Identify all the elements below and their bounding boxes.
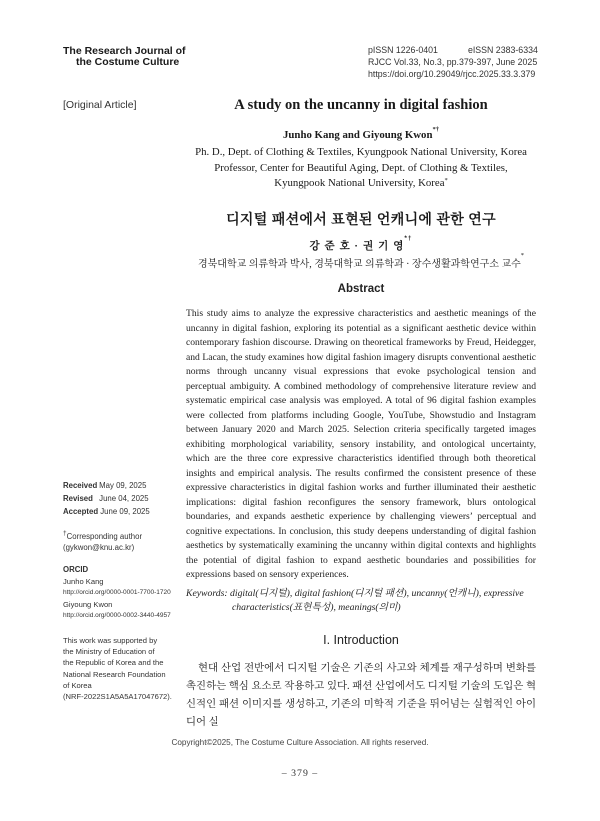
korean-affiliation xyxy=(186,252,536,270)
korean-authors-text: 강 준 호 · 권 기 영 xyxy=(309,240,405,252)
orcid2-url[interactable]: http://orcid.org/0000-0002-3440-4957 xyxy=(63,612,171,620)
abstract-heading: Abstract xyxy=(337,283,385,295)
keywords-label: Keywords: xyxy=(186,588,228,599)
doi-link[interactable]: https://doi.org/10.29049/rjcc.2025.33.3.379 xyxy=(368,69,536,80)
accepted-label: Accepted xyxy=(63,507,99,517)
affiliation-line1: Ph. D., Dept. of Clothing & Textiles, Kyungpook National University, Korea xyxy=(195,146,527,158)
orcid1-url[interactable]: http://orcid.org/0000-0001-7700-1720 xyxy=(63,589,171,597)
paper-title: A study on the uncanny in digital fashion xyxy=(234,97,488,113)
eissn: eISSN 2383-6334 xyxy=(467,45,538,55)
funding-line: the Ministry of Education of xyxy=(63,646,155,656)
affiliation-line2: Professor, Center for Beautiful Aging, Dept. of Clothing & Textiles, xyxy=(214,161,508,174)
korean-affiliation-mark: * xyxy=(520,252,525,259)
funding-note xyxy=(63,635,175,703)
orcid2-name: Giyoung Kwon xyxy=(63,599,113,609)
introduction-heading: I. Introduction xyxy=(323,633,399,647)
korean-authors-mark: *† xyxy=(404,235,413,242)
revised-label: Revised xyxy=(63,494,93,504)
citation: RJCC Vol.33, No.3, pp.379-397, June 2025 xyxy=(368,57,538,68)
author-names-text: Junho Kang and Giyoung Kwon xyxy=(283,129,433,141)
korean-authors xyxy=(186,235,536,253)
journal-name-line1: The Research Journal of xyxy=(63,45,186,57)
received-date: May 09, 2025 xyxy=(99,481,147,490)
funding-line: the Republic of Korea and the xyxy=(63,658,164,668)
orcid1-name: Junho Kang xyxy=(63,576,104,586)
funding-line: of Korea xyxy=(63,680,92,690)
affiliation-mark: * xyxy=(444,177,448,184)
keywords xyxy=(186,587,536,614)
corresponding-mark: † xyxy=(63,529,67,537)
orcid-label: ORCID xyxy=(63,564,89,574)
funding-line: (NRF-2022S1A5A5A17047672). xyxy=(63,692,172,702)
article-type: [Original Article] xyxy=(63,99,137,111)
author-names xyxy=(186,126,536,141)
funding-line: This work was supported by xyxy=(63,635,158,645)
issn-block xyxy=(368,44,538,81)
korean-title: 디지털 패션에서 표현된 언캐니에 관한 연구 xyxy=(226,211,496,227)
author-mark: *† xyxy=(432,126,439,133)
journal-name-line2: the Costume Culture xyxy=(76,56,180,68)
sidebar xyxy=(63,479,175,702)
page-number: – 379 – xyxy=(281,768,319,779)
keywords-line1: digital(디지털), digital fashion(디지털 패션), uncanny(언캐니), expressive xyxy=(230,588,524,599)
revised-date: June 04, 2025 xyxy=(99,494,149,504)
funding-line: National Research Foundation xyxy=(63,669,166,679)
affiliation-line3: Kyungpook National University, Korea xyxy=(274,177,445,189)
introduction-text: 현대 산업 전반에서 디지털 기술은 기존의 사고와 체계를 재구성하며 변화를 촉진하는 핵심 요소로 작용하고 있다. 패션 산업에서도 디지털 기술의 도입은 혁신적인 패션 이미지를 생성하고, 기존의 미학적 기준을 뛰어넘는 실험적인 아이디어 실 xyxy=(186,663,536,728)
corresponding-email[interactable]: (gykwon@knu.ac.kr) xyxy=(63,542,135,552)
accepted-date: June 09, 2025 xyxy=(100,507,150,517)
affiliation xyxy=(180,145,542,192)
pissn: pISSN 1226-0401 xyxy=(368,45,438,55)
korean-affiliation-text: 경북대학교 의류학과 박사, 경북대학교 의류학과 · 장수생활과학연구소 교수 xyxy=(197,259,521,270)
corresponding-label: Corresponding author xyxy=(66,531,143,541)
abstract-text: This study aims to analyze the expressive characteristics and aesthetic meanings of the uncanny in digital fashion, exploring its potential as a significant aesthetic device within contemporary fashion discourse. Drawing on theoretical frameworks by Freud, Heidegger, and Lacan, the study examines how digital fashion imagery disrupts conventional aesthetic norms through uncanny visual expressions that evoke psychological tension and perceptual ambiguity. A combined methodology of comprehensive literature review and systematic empirical case analysis was employed. A total of 96 digital fashion examples were collected from platforms including Google, YouTube, Showstudio and Instagram between January 2020 and March 2025. Selection criteria specifically targeted images exhibiting morphological variability, sensory instability, and ontological uncertainty, which are the three core expressive characteristics identified through both theoretical insights and empirical analysis. The results confirmed the consistent presence of these expressive characteristics in digital fashion works and further illuminated their aesthetic implications: digital fashion reconfigures the sensory framework, blurs ontological boundaries, and expands aesthetic experience by challenging viewers’ perceptual and cognitive expectations. In conclusion, this study deepens understanding of digital fashion aesthetics by systematically examining the uncanny within digital contexts and highlights the potential of digital fashion to expand aesthetic boundaries and possibilities for expressions based on sensory experiences. xyxy=(186,308,536,580)
keywords-line2: characteristics(표현특성), meanings(의미) xyxy=(232,601,401,613)
copyright: Copyright©2025, The Costume Culture Association. All rights reserved. xyxy=(171,738,429,747)
abstract-body xyxy=(186,307,536,583)
received-label: Received xyxy=(63,481,98,490)
journal-name xyxy=(63,46,186,68)
